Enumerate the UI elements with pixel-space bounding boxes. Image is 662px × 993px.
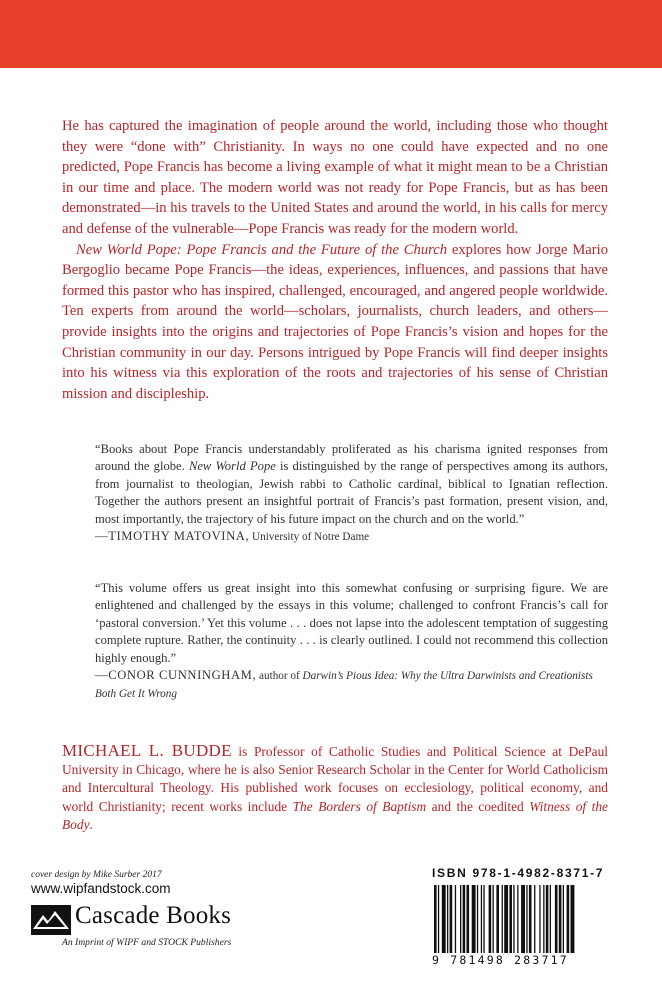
endorsement-2-attribution	[95, 667, 608, 704]
isbn-label: ISBN 978-1-4982-8371-7	[432, 866, 605, 880]
barcode-bar	[483, 885, 484, 953]
cover-design-credit: cover design by Mike Surber 2017	[31, 870, 162, 880]
bio-text-c: .	[89, 816, 93, 832]
endorser-1-affiliation: University of Notre Dame	[249, 531, 370, 544]
endorsement-1-attribution	[95, 528, 608, 546]
barcode-bar	[550, 885, 551, 953]
barcode-bar	[546, 885, 549, 953]
barcode-bar	[434, 885, 437, 953]
publisher-logo	[31, 902, 291, 955]
barcode-bar	[493, 885, 494, 953]
barcode-bar	[521, 885, 525, 953]
barcode-bar	[513, 885, 514, 953]
publisher-imprint: An Imprint of WIPF and STOCK Publishers	[62, 937, 232, 948]
barcode-bar	[467, 885, 470, 953]
barcode-bar	[559, 885, 562, 953]
bio-text-a: is Professor of Catholic Studies and Political Science at DePaul University in Chicago, where he is also Senior Research Scholar in the Center for World Catholicism and Intercultural Theology. His published work focuses on ecclesiology, political economy, and world Christianity; recent works include	[62, 744, 608, 814]
barcode-bar	[463, 885, 466, 953]
barcode-bar	[477, 885, 478, 953]
endorsement-2	[95, 580, 608, 704]
blurb-paragraph-1: He has captured the imagination of people around the world, including those who thought they were “done with” Christianity. In ways no one could have expected and no one predicted, Pope Francis has become a living example of what it might mean to be a Christian in our time and place. The modern world was not ready for Pope Francis, but as has been demonstrated—in his travels to the United States and around the world, in his calls for mercy and defense of the vulnerable—Pope Francis was ready for the modern world.	[62, 118, 608, 237]
barcode-bar	[438, 885, 439, 953]
barcode-bar	[504, 885, 508, 953]
bio-book-title-2: Witness of the Body	[62, 798, 608, 832]
publisher-name: Cascade Books	[75, 902, 232, 929]
isbn-barcode	[432, 885, 630, 953]
barcode-bar	[571, 885, 575, 953]
bio-book-title-1: The Borders of Baptism	[292, 798, 427, 814]
barcode-bar	[455, 885, 456, 953]
barcode-bar	[450, 885, 453, 953]
barcode-bar	[555, 885, 558, 953]
barcode-bar	[567, 885, 570, 953]
barcode-bar	[481, 885, 482, 953]
barcode-digits: 9 781498 283717	[432, 953, 569, 967]
author-name: MICHAEL L. BUDDE	[62, 741, 232, 760]
endorser-2-name: —CONOR CUNNINGHAM,	[95, 668, 257, 683]
endorsement-1-title: New World Pope	[188, 459, 276, 474]
endorsement-1-text-a: “Books about Pope Francis understandably proliferated as his charisma ignited responses from around the globe.	[95, 442, 608, 474]
publisher-website: www.wipfandstock.com	[31, 881, 171, 896]
barcode-bar	[496, 885, 499, 953]
mountain-icon	[31, 905, 71, 935]
barcode-bar	[460, 885, 461, 953]
barcode-bar	[529, 885, 532, 953]
barcode-bar	[534, 885, 535, 953]
top-color-band	[0, 0, 662, 68]
description-blurb	[62, 116, 608, 404]
barcode-bar	[526, 885, 527, 953]
endorsement-1-text-b: is distinguished by the range of perspectives among its authors, from journalist to theologian, Jewish rabbi to Catholic cardinal, biblical to Ignatian reflection. Together the authors present an insightful portrait of Francis’s past formation, present vision, and, most importantly, the trajectory of his future impact on the church and on the world.”	[95, 459, 608, 526]
barcode-bar	[447, 885, 448, 953]
barcode-bar	[563, 885, 564, 953]
barcode-bar	[539, 885, 540, 953]
endorser-2-affiliation: author of	[256, 670, 303, 683]
author-bio	[62, 742, 608, 834]
endorsement-1	[95, 441, 608, 546]
barcode-bar	[517, 885, 518, 953]
endorsement-1-text	[95, 441, 608, 528]
endorser-2-book-title: Darwin’s Pious Idea: Why the Ultra Darwinists and Creationists Both Get It Wrong	[95, 670, 593, 701]
barcode-bar	[543, 885, 544, 953]
blurb-paragraph-2	[62, 240, 608, 405]
barcode-bar	[489, 885, 492, 953]
endorsement-2-text: “This volume offers us great insight into this somewhat confusing or surprising figure. We are enlightened and challenged by the essays in this volume; challenged to confront Francis’s call for ‘pastoral conversion.’ Yet this volume . . . does not lapse into the adolescent temptation of suggesting complete rupture. Rather, the continuity . . . is clearly outlined. I could not recommend this collection highly enough.”	[95, 581, 608, 665]
barcode-bar	[502, 885, 503, 953]
bio-text-b: and the coedited	[426, 798, 530, 814]
blurb-paragraph-2-text: explores how Jorge Mario Bergoglio became Pope Francis—the ideas, experiences, influences, and passions that have formed this pastor who has inspired, challenged, encouraged, and angered people worldwide. Ten experts from around the world—scholars, journalists, church leaders, and others—provide insights into the origins and trajectories of Pope Francis’s vision and hopes for the Christian community in our day. Persons intrigued by Pope Francis will find deeper insights into his witness via this exploration of the roots and trajectories of his sense of Christian mission and discipleship.	[62, 241, 608, 402]
barcode-bar	[509, 885, 512, 953]
endorser-1-name: —TIMOTHY MATOVINA,	[95, 529, 250, 544]
barcode-bar	[472, 885, 476, 953]
barcode-bar	[442, 885, 446, 953]
book-title: New World Pope: Pope Francis and the Future of the Church	[76, 241, 448, 258]
